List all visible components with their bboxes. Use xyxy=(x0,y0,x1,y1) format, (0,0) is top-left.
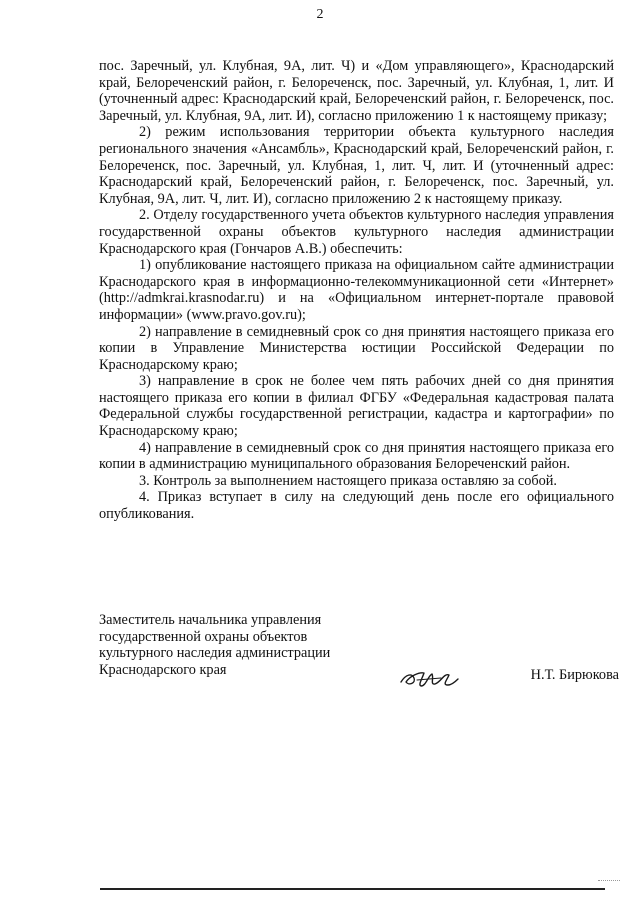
paragraph-section-4-effective: 4. Приказ вступает в силу на следующий день после его официального опубликования. xyxy=(99,489,614,523)
signatory-position-line: культурного наследия администрации xyxy=(99,645,331,662)
paragraph-continuation: пос. Заречный, ул. Клубная, 9А, лит. Ч) и «Дом управляющего», Краснодарский край, Белореченский район, г. Белореченск, пос. Заречный, ул. Клубная, 1, лит. И (уточненный адрес: Краснодарский край, Белореченский район, г. Белореченск, пос. Заречный, ул. Клубная, 9А, лит. И), согласно приложению 1 к настоящему приказу; xyxy=(99,58,614,124)
page-number: 2 xyxy=(316,7,324,22)
signatory-position xyxy=(99,612,399,678)
signatory-position-line: Заместитель начальника управления xyxy=(99,612,322,628)
paragraph-item-3-cadastral: 3) направление в срок не более чем пять рабочих дней со дня принятия настоящего приказа его копии в филиал ФГБУ «Федеральная кадастровая палата Федеральной службы государственной регистрации, кадастра и картографии» по Краснодарскому краю; xyxy=(99,373,614,440)
signatory-name: Н.Т. Бирюкова xyxy=(530,667,619,683)
handwritten-signature-icon xyxy=(397,664,461,694)
scan-artifact xyxy=(598,880,620,883)
signature-block xyxy=(99,612,619,692)
signatory-position-line: Краснодарского края xyxy=(99,661,227,678)
paragraph-item-1-publication: 1) опубликование настоящего приказа на официальном сайте администрации Краснодарского края в информационно-телекоммуникационной сети «Интернет» (http://admkrai.krasnodar.ru) и на «Официальном интернет-портале правовой информации» (www.pravo.gov.ru); xyxy=(99,257,614,323)
paragraph-item-2-ministry-justice: 2) направление в семидневный срок со дня принятия настоящего приказа его копии в Управление Министерства юстиции Российской Федерации по Краснодарскому краю; xyxy=(99,323,614,373)
paragraph-item-4-municipal: 4) направление в семидневный срок со дня принятия настоящего приказа его копии в администрацию муниципального образования Белореченский район. xyxy=(99,439,614,473)
signatory-position-line: государственной охраны объектов xyxy=(99,628,308,645)
paragraph-item-2-regime: 2) режим использования территории объекта культурного наследия регионального значения «Ансамбль», Краснодарский край, Белореченский район, г. Белореченск, пос. Заречный, ул. Клубная, 1, лит. Ч, лит. И (уточненный адрес: Краснодарский край, Белореченский район, г. Белореченск, пос. Заречный, ул. Клубная, 9А, лит. Ч, лит. И), согласно приложению 2 к настоящему приказу. xyxy=(99,124,614,207)
paragraph-section-2: 2. Отделу государственного учета объектов культурного наследия управления государственной охраны объектов культурного наследия администрации Краснодарского края (Гончаров А.В.) обеспечить: xyxy=(99,207,614,257)
paragraph-section-3-control: 3. Контроль за выполнением настоящего приказа оставляю за собой. xyxy=(139,472,558,489)
document-body xyxy=(99,58,614,523)
bottom-rule xyxy=(100,888,605,890)
